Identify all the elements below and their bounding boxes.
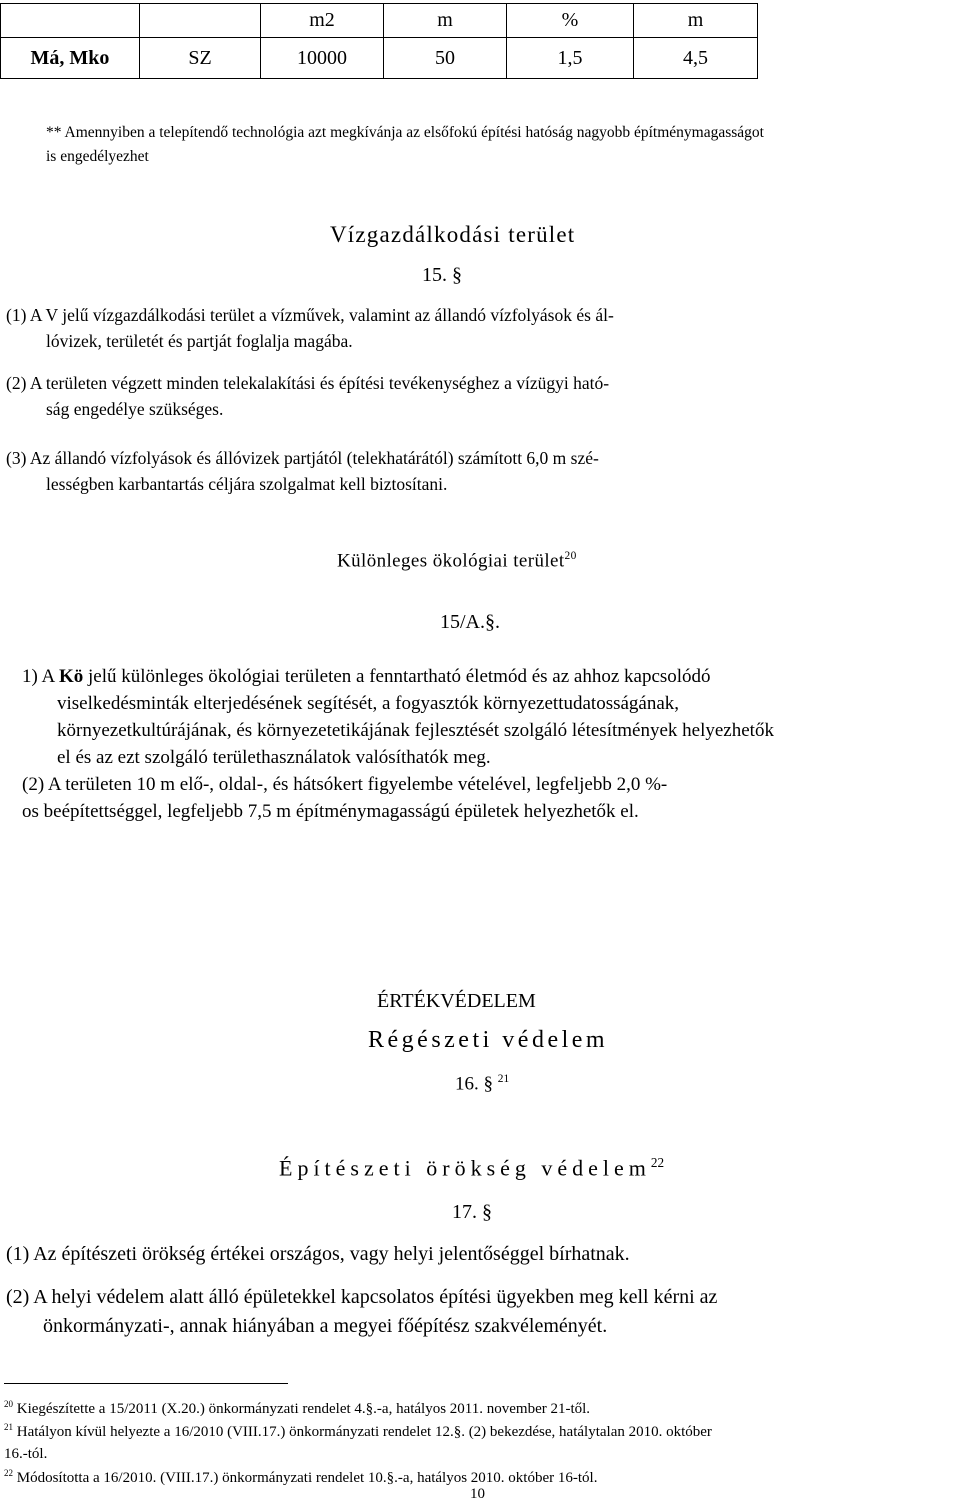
table-cell: 50: [384, 38, 507, 79]
regulation-table: [0, 3, 758, 79]
chapter-title: ÉRTÉKVÉDELEM: [377, 990, 536, 1012]
paragraph-15-2: (2) A területen végzett minden telekalakítási és építési tevékenységhez a vízügyi ható- ság engedélye szükséges.: [6, 373, 610, 419]
table-cell: [1, 4, 140, 38]
paragraph-15a-1: 1) A Kö jelű különleges ökológiai területen a fenntartható életmód és az ahhoz kapcsolódó viselkedésminták elterjedésének segítését, a fogyasztók környezettudatosságának, környezetkultúrájának, és környezetetikájának fejlesztését szolgáló létesítmények helyezhetők el és az ezt szolgáló területhasználatok valósíthatók meg.: [22, 666, 774, 768]
footnote-22: $^{22}$ Módosította a 16/2010. (VIII.17.) önkormányzati rendelet 10.§.-a, hatályos 2010. október 16-tól.: [4, 1468, 598, 1486]
section-number-15a: 15/A.§.: [440, 611, 500, 633]
paragraph-17-1: (1) Az építészeti örökség értékei országos, vagy helyi jelentőséggel bírhatnak.: [6, 1243, 630, 1265]
table-cell: Má, Mko: [1, 38, 140, 79]
table-row: [1, 38, 758, 79]
section-title-ecological: Különleges ökológiai terület$^{20}$: [337, 550, 577, 572]
paragraph-17-2: (2) A helyi védelem alatt álló épületekkel kapcsolatos építési ügyekben meg kell kérni az önkormányzati-, annak hiányában a megyei főépítész szakvéleményét.: [6, 1286, 718, 1337]
table-cell: SZ: [140, 38, 261, 79]
footnote-20: $^{20}$ Kiegészítette a 15/2011 (X.20.) önkormányzati rendelet 4.§.-a, hatályos 2011. november 21-től.: [4, 1399, 591, 1417]
footnote-note: [46, 121, 764, 169]
table-cell: 4,5: [634, 38, 758, 79]
paragraph-15a-2: (2) A területen 10 m elő-, oldal-, és hátsókert figyelembe vételével, legfeljebb 2,0 %- os beépítettséggel, legfeljebb 7,5 m építménymagasságú épületek helyezhetők el.: [22, 774, 668, 822]
page-number: 10: [470, 1486, 485, 1502]
footnote-21: $^{21}$ Hatályon kívül helyezte a 16/2010 (VIII.17.) önkormányzati rendelet 12.§. (2) bekezdése, hatálytalan 2010. október 16.-tól.: [4, 1422, 712, 1462]
table-cell: m2: [261, 4, 384, 38]
table-cell: 10000: [261, 38, 384, 79]
paragraph-15-3: (3) Az állandó vízfolyások és állóvizek partjától (telekhatárától) számított 6,0 m szé- lességben karbantartás céljára szolgalmat kell biztosítani.: [6, 448, 599, 494]
table-cell: 1,5: [507, 38, 634, 79]
table-cell: %: [507, 4, 634, 38]
section-title-water: Vízgazdálkodási terület: [330, 222, 576, 247]
paragraph-15-1: (1) A V jelű vízgazdálkodási terület a vízművek, valamint az állandó vízfolyások és ál- lóvizek, területét és partját foglalja magába.: [6, 305, 614, 351]
note-line: ** Amennyiben a telepítendő technológia azt megkívánja az elsőfokú építési hatóság nagyobb építménymagasságot: [46, 124, 764, 141]
table-cell: m: [384, 4, 507, 38]
note-line: is engedélyezhet: [46, 148, 149, 165]
section-number-16: 16. § $^{21}$: [455, 1073, 510, 1095]
table-cell: m: [634, 4, 758, 38]
section-title-archaeological: Régészeti védelem: [368, 1027, 609, 1053]
section-number-15: 15. §: [422, 264, 462, 286]
table-cell: [140, 4, 261, 38]
table-header-row: [1, 4, 758, 38]
footnote-separator: [4, 1383, 288, 1384]
section-title-architectural: Építészeti örökség védelem$^{22}$: [279, 1155, 665, 1181]
section-number-17: 17. §: [452, 1201, 492, 1223]
